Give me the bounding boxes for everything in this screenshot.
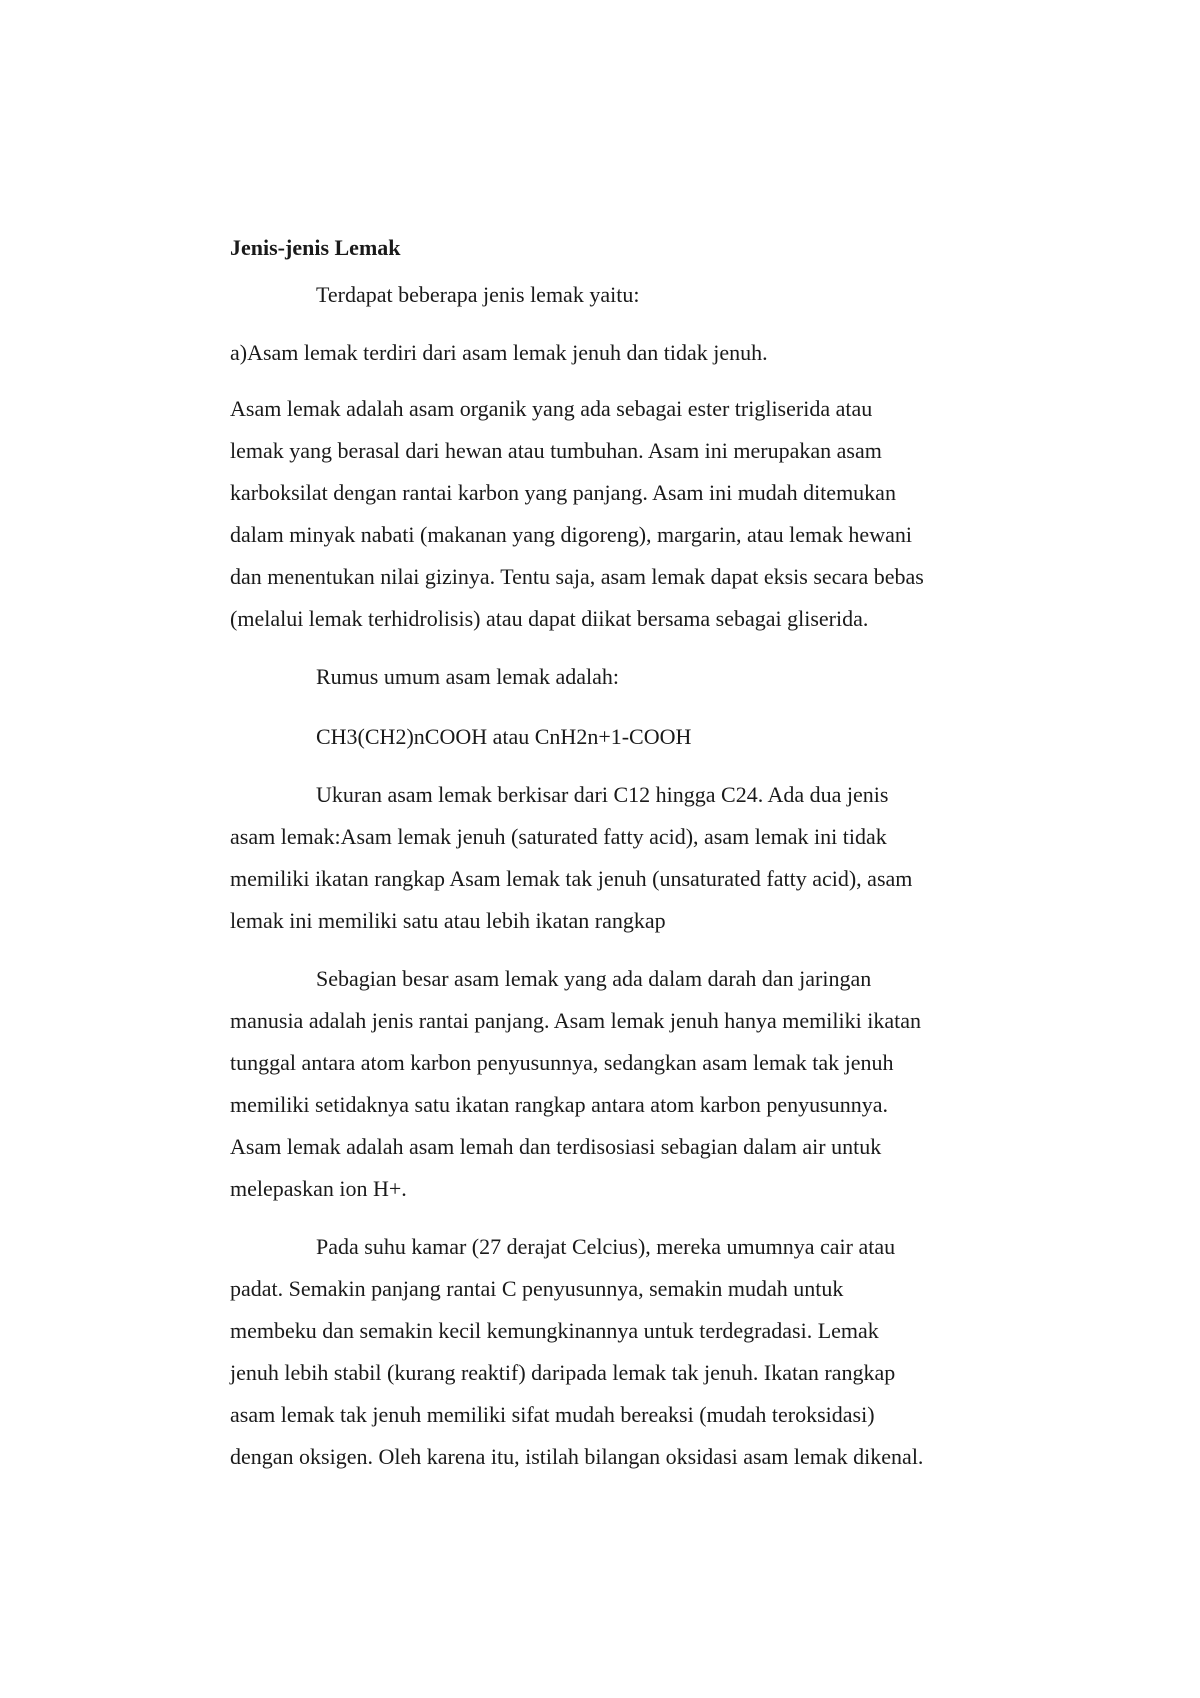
paragraph-line: dan menentukan nilai gizinya. Tentu saja, asam lemak dapat eksis secara bebas [230, 564, 924, 589]
paragraph-line: lemak ini memiliki satu atau lebih ikatan rangkap [230, 908, 666, 933]
formula-label: Rumus umum asam lemak adalah: [316, 664, 620, 689]
paragraph-line: lemak yang berasal dari hewan atau tumbuhan. Asam ini merupakan asam [230, 438, 882, 463]
paragraph-line: memiliki ikatan rangkap Asam lemak tak jenuh (unsaturated fatty acid), asam [230, 866, 913, 891]
paragraph-line: (melalui lemak terhidrolisis) atau dapat diikat bersama sebagai gliserida. [230, 606, 869, 631]
paragraph-line: memiliki setidaknya satu ikatan rangkap antara atom karbon penyusunnya. [230, 1092, 888, 1117]
paragraph-fatty-acid-definition [230, 388, 1010, 640]
paragraph-line: Asam lemak adalah asam lemah dan terdisosiasi sebagian dalam air untuk [230, 1134, 882, 1159]
paragraph-line: Asam lemak adalah asam organik yang ada sebagai ester trigliserida atau [230, 396, 873, 421]
paragraph-line: asam lemak tak jenuh memiliki sifat mudah bereaksi (mudah teroksidasi) [230, 1402, 875, 1427]
paragraph-fatty-acid-size [230, 774, 1010, 942]
paragraph-line: dalam minyak nabati (makanan yang digoreng), margarin, atau lemak hewani [230, 522, 912, 547]
paragraph-line: Sebagian besar asam lemak yang ada dalam darah dan jaringan [316, 966, 872, 991]
formula-text: CH3(CH2)nCOOH atau CnH2n+1-COOH [316, 724, 692, 749]
section-heading: Jenis-jenis Lemak [230, 235, 401, 260]
paragraph-line: tunggal antara atom karbon penyusunnya, sedangkan asam lemak tak jenuh [230, 1050, 894, 1075]
paragraph-line: Ukuran asam lemak berkisar dari C12 hingga C24. Ada dua jenis [316, 782, 889, 807]
paragraph-line: jenuh lebih stabil (kurang reaktif) daripada lemak tak jenuh. Ikatan rangkap [230, 1360, 896, 1385]
list-item-a: a)Asam lemak terdiri dari asam lemak jenuh dan tidak jenuh. [230, 340, 768, 365]
paragraph-line: dengan oksigen. Oleh karena itu, istilah bilangan oksidasi asam lemak dikenal. [230, 1444, 924, 1469]
paragraph-line: asam lemak:Asam lemak jenuh (saturated fatty acid), asam lemak ini tidak [230, 824, 887, 849]
paragraph-room-temperature [230, 1226, 1010, 1478]
paragraph-line: karboksilat dengan rantai karbon yang panjang. Asam ini mudah ditemukan [230, 480, 896, 505]
intro-line: Terdapat beberapa jenis lemak yaitu: [316, 282, 640, 307]
paragraph-line: padat. Semakin panjang rantai C penyusunnya, semakin mudah untuk [230, 1276, 844, 1301]
paragraph-line: manusia adalah jenis rantai panjang. Asam lemak jenuh hanya memiliki ikatan [230, 1008, 921, 1033]
paragraph-line: melepaskan ion H+. [230, 1176, 407, 1201]
paragraph-line: membeku dan semakin kecil kemungkinannya untuk terdegradasi. Lemak [230, 1318, 879, 1343]
document-body [230, 228, 1010, 1478]
paragraph-long-chain [230, 958, 1010, 1210]
paragraph-line: Pada suhu kamar (27 derajat Celcius), mereka umumnya cair atau [316, 1234, 896, 1259]
